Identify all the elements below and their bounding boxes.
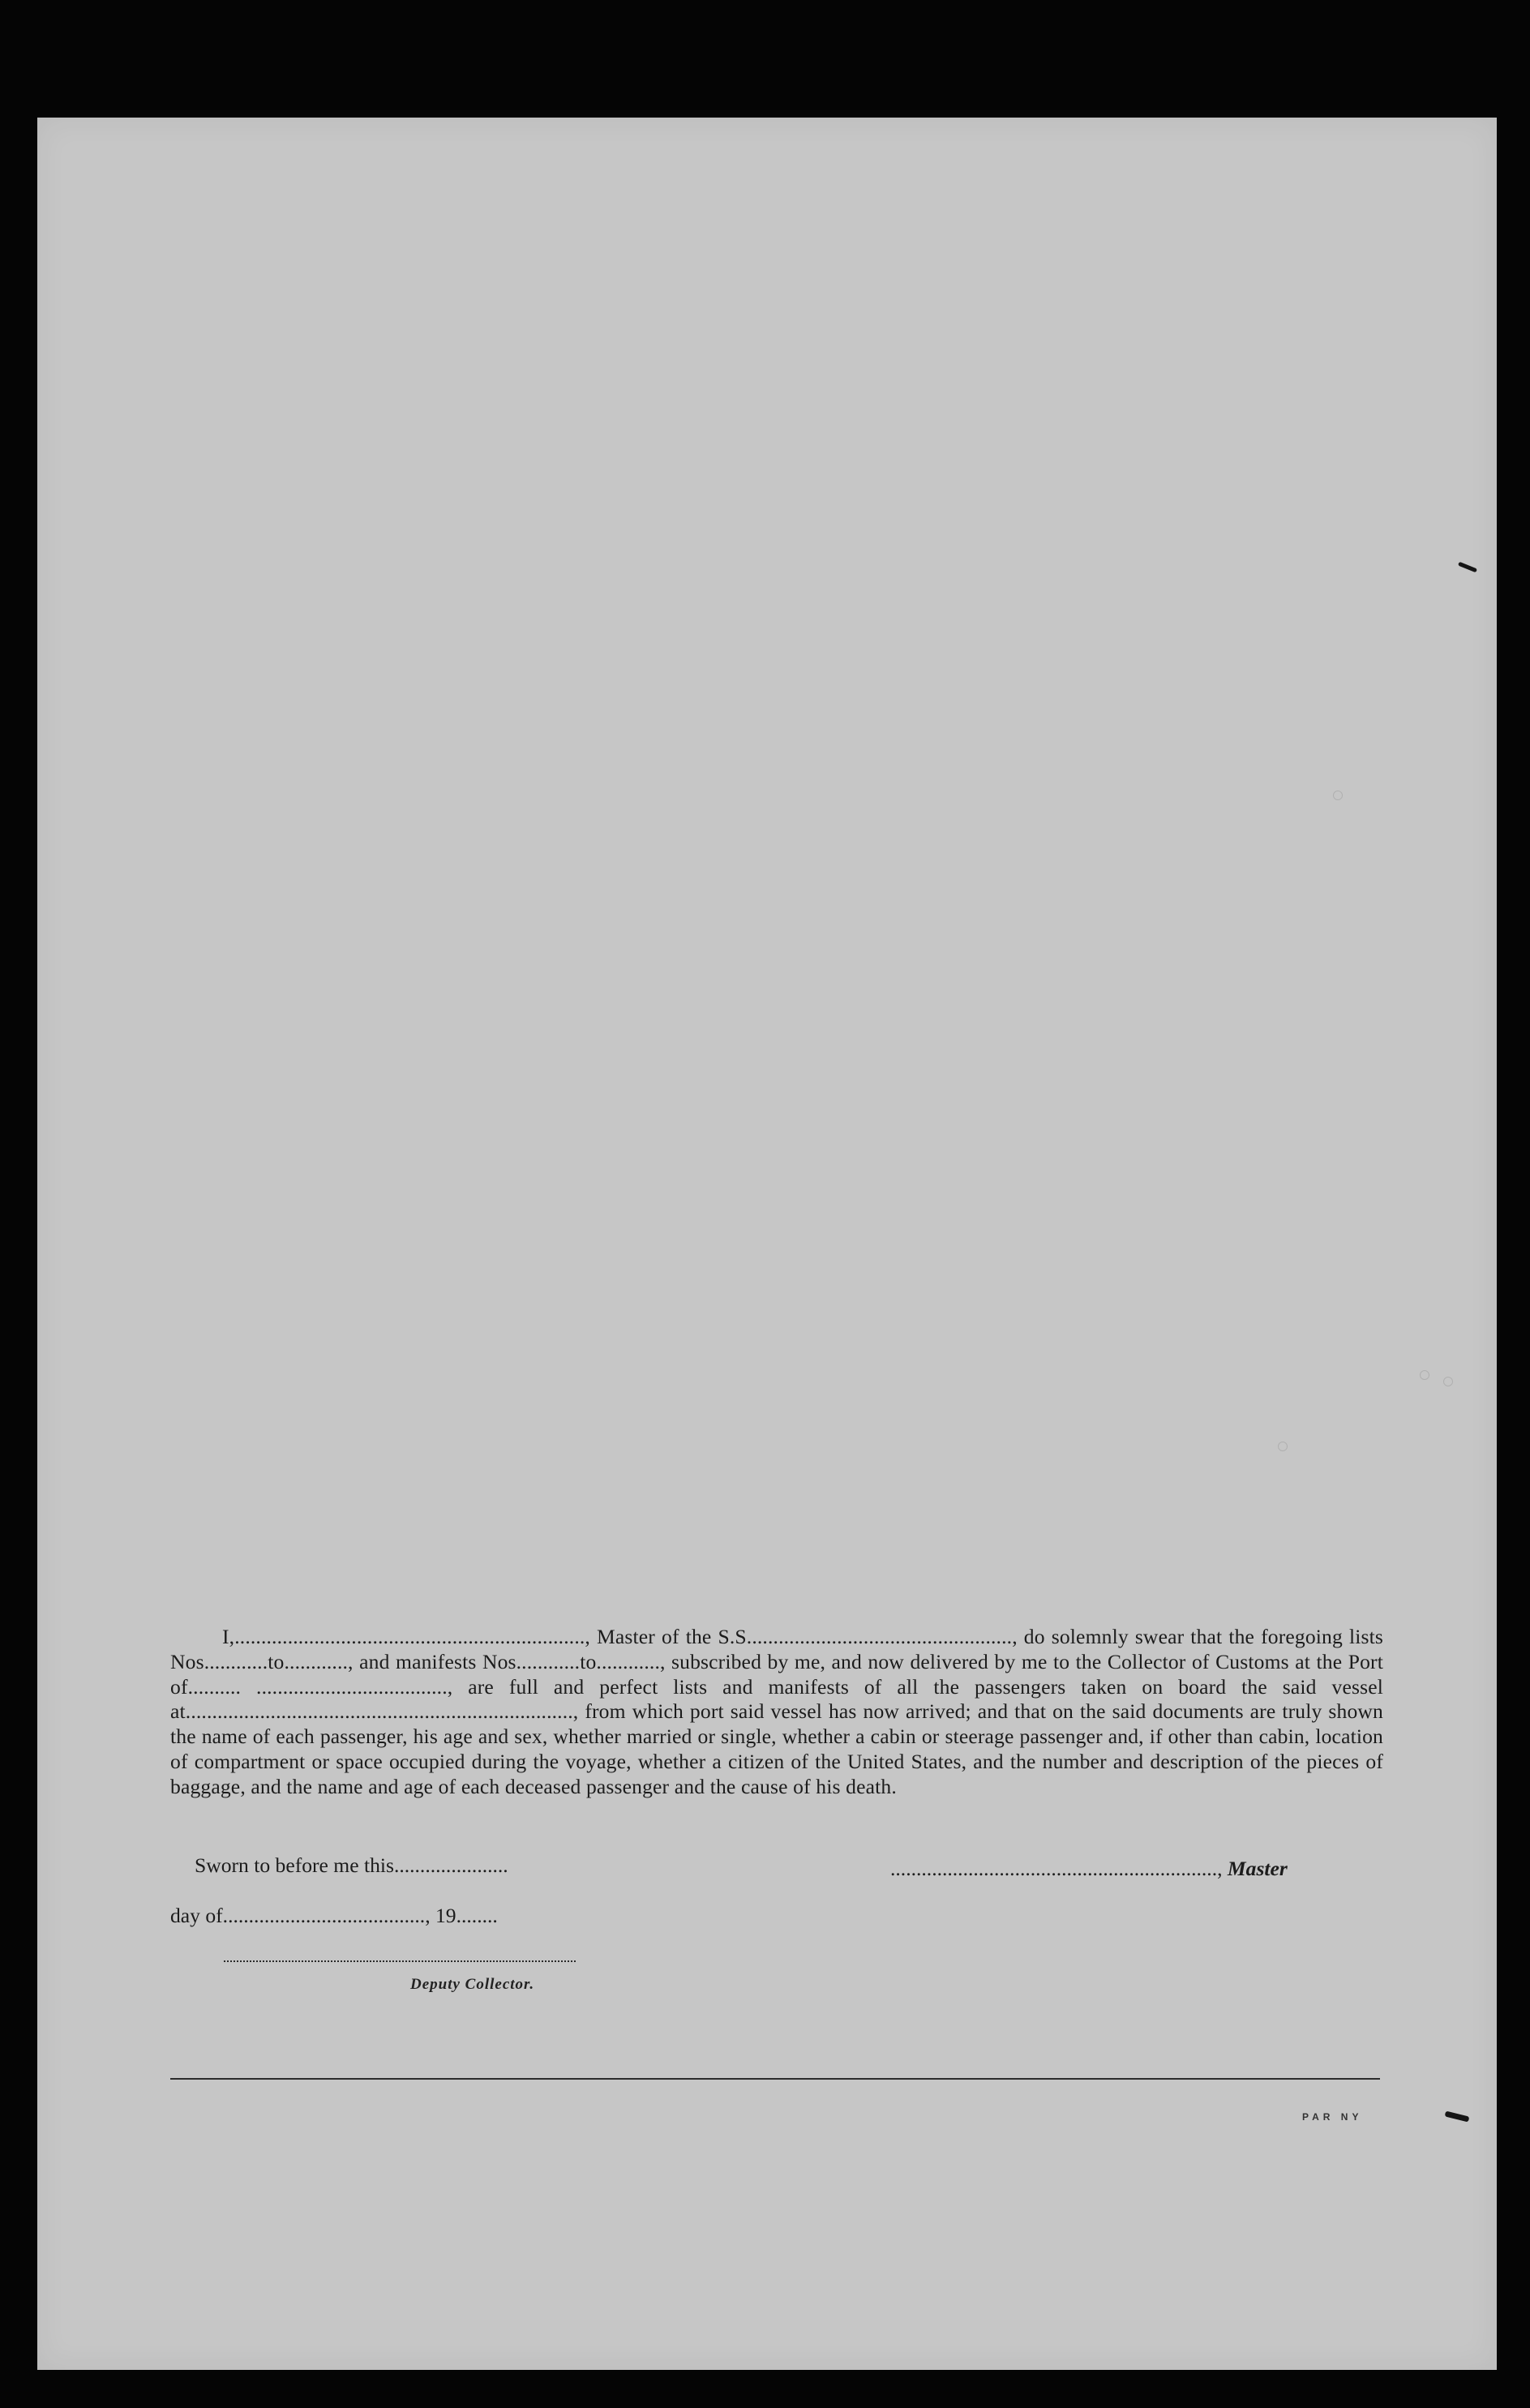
- ink-mark: [1458, 562, 1477, 573]
- master-oath-text: [170, 1625, 1383, 1800]
- deputy-signature-line: [224, 1960, 576, 1962]
- ink-mark: [1445, 2110, 1470, 2122]
- sworn-before-line: Sworn to before me this......................: [195, 1853, 508, 1877]
- master-label: Master: [1227, 1857, 1288, 1880]
- master-signature-line: [890, 1857, 1288, 1881]
- horizontal-rule: [170, 2078, 1380, 2080]
- paper-speck: [1420, 1370, 1429, 1380]
- printer-mark: PAR NY: [1302, 2111, 1363, 2123]
- oath-paragraph: I,.................................................................., Master of the S.S.................................................., do solemnly swear that the foregoing lists Nos............to............, and manifests Nos............to............, subscribed by me, and now delivered by me to the Collector of Customs at the Port of.......... ...................................., are full and perfect lists and manifests of all the passengers taken on board the said vessel at........................................................................., from which port said vessel has now arrived; and that on the said documents are truly shown the name of each passenger, his age and sex, whether married or single, whether a cabin or steerage passenger and, if other than cabin, location of compartment or space occupied during the voyage, whether a citizen of the United States, and the number and description of the pieces of baggage, and the name and age of each deceased passenger and the cause of his death.: [170, 1625, 1383, 1798]
- day-of-line: day of......................................., 19........: [170, 1904, 498, 1927]
- paper-speck: [1443, 1377, 1453, 1386]
- paper-speck: [1333, 791, 1343, 800]
- deputy-collector-label: Deputy Collector.: [410, 1976, 535, 1993]
- paper-speck: [1278, 1442, 1288, 1451]
- master-signature-dots: ...............................................................,: [890, 1857, 1228, 1880]
- manifest-back-sheet: [37, 118, 1497, 2370]
